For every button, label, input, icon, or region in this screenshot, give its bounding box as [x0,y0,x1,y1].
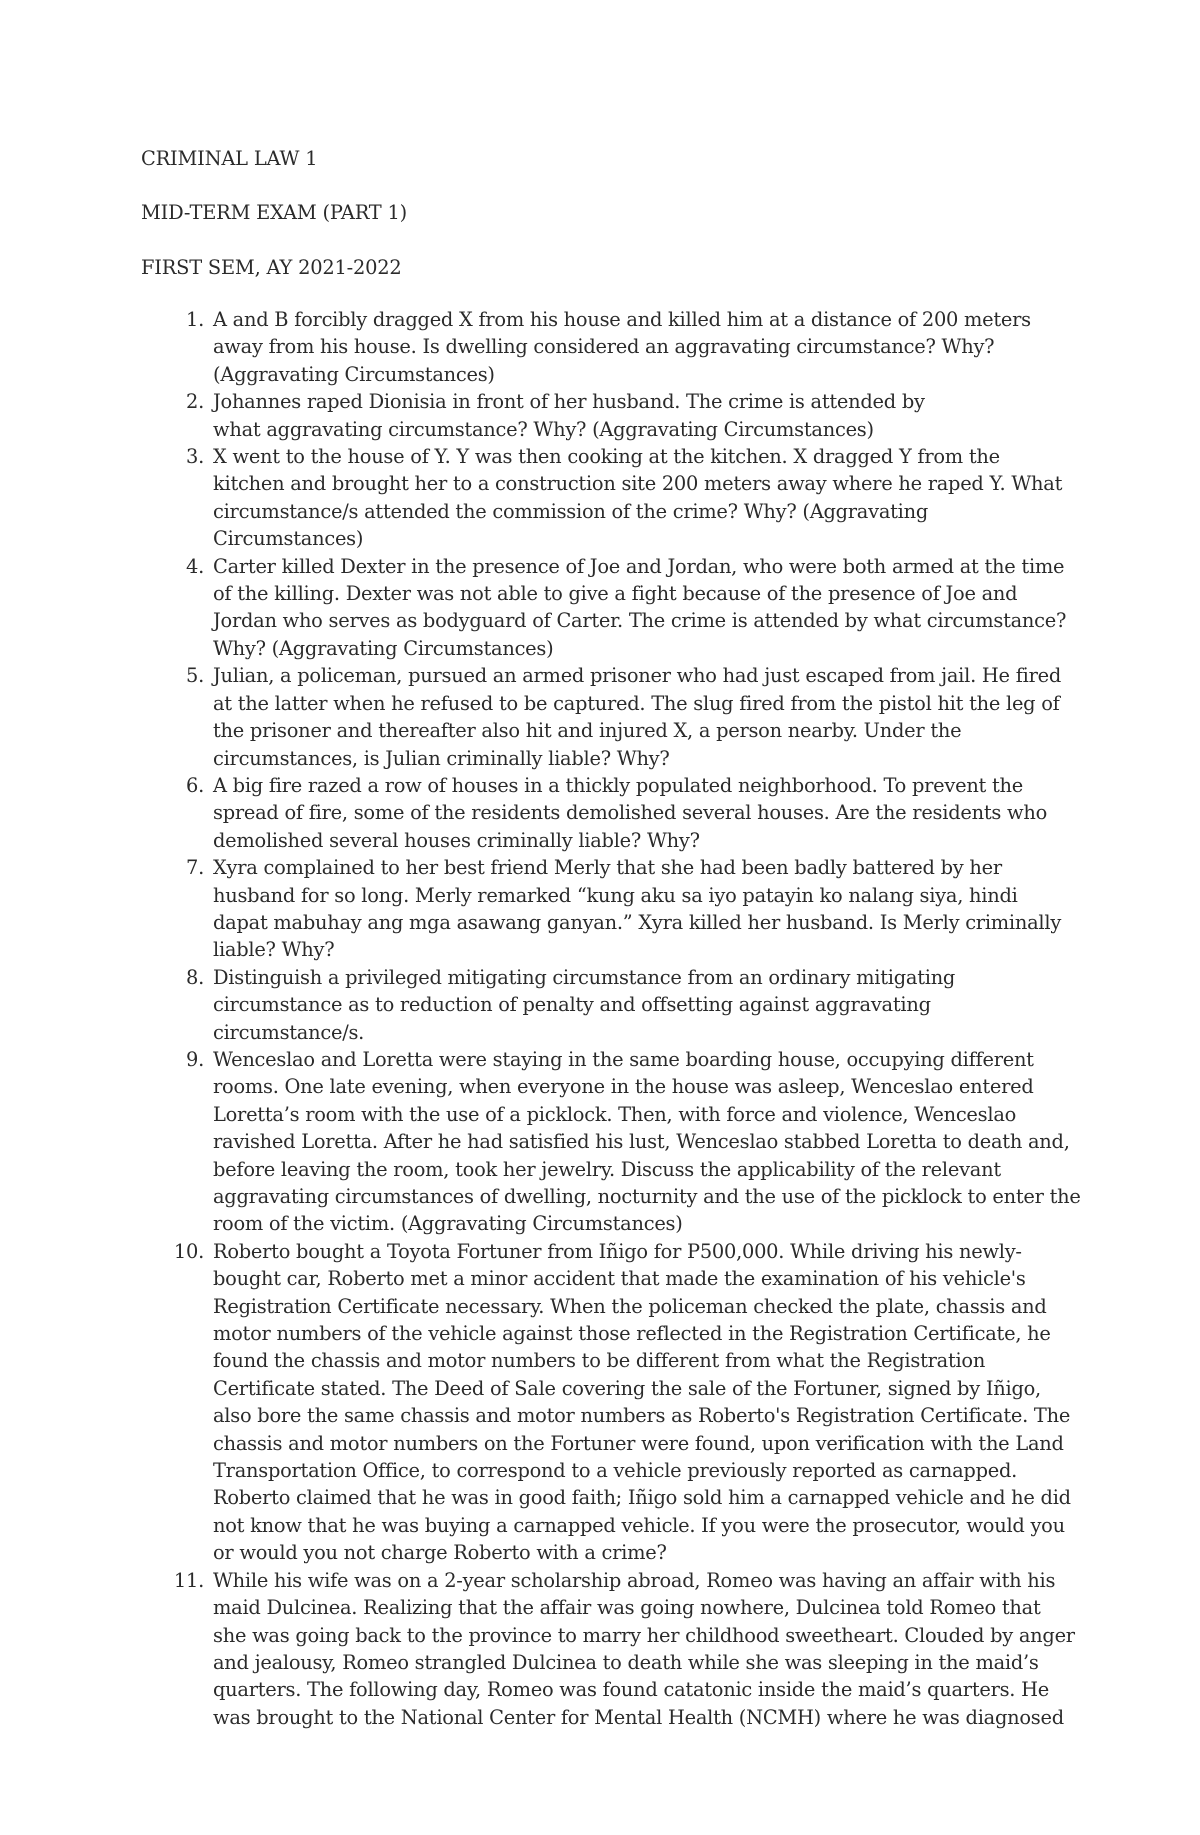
question-line: circumstances, is Julian criminally liable? Why? [213,746,670,770]
question-number: 5. [185,664,204,688]
question-line: Wenceslao and Loretta were staying in the same boarding house, occupying different [213,1047,1034,1071]
question-line: not know that he was buying a carnapped vehicle. If you were the prosecutor, would you [213,1513,1065,1537]
question-line: Roberto claimed that he was in good faith; Iñigo sold him a carnapped vehicle and he did [213,1486,1071,1510]
question-line: aggravating circumstances of dwelling, nocturnity and the use of the picklock to enter the [213,1185,1081,1208]
question-line: and jealousy, Romeo strangled Dulcinea to death while she was sleeping in the maid’s [213,1650,1039,1674]
question-item [141,388,1081,443]
question-line: Carter killed Dexter in the presence of Joe and Jordan, who were both armed at the time [213,554,1065,578]
question-line: While his wife was on a 2-year scholarship abroad, Romeo was having an affair with his [213,1568,1056,1592]
question-number: 9. [185,1047,204,1071]
question-line: A big fire razed a row of houses in a thickly populated neighborhood. To prevent the [213,773,1024,797]
question-line: chassis and motor numbers on the Fortuner were found, upon verification with the Land [213,1431,1064,1455]
term-label: FIRST SEM, AY 2021-2022 [141,256,402,279]
question-line: liable? Why? [213,938,335,962]
question-line: room of the victim. (Aggravating Circumstances) [213,1212,683,1236]
question-line: of the killing. Dexter was not able to give a fight because of the presence of Joe and [213,582,1018,606]
exam-title: MID-TERM EXAM (PART 1) [141,201,407,224]
question-number: 1. [185,308,204,331]
question-line: or would you not charge Roberto with a crime? [213,1541,667,1565]
question-text [204,443,1081,553]
question-line: found the chassis and motor numbers to be different from what the Registration [213,1349,986,1373]
question-number: 6. [185,773,204,797]
question-line: rooms. One late evening, when everyone in the house was asleep, Wenceslao entered [213,1075,1034,1099]
question-line: bought car, Roberto met a minor accident that made the examination of his vehicle's [213,1267,1026,1291]
question-text [204,854,1081,964]
question-text [204,553,1081,663]
question-line: Julian, a policeman, pursued an armed prisoner who had just escaped from jail. He fired [213,664,1061,688]
question-line: kitchen and brought her to a construction site 200 meters away where he raped Y. What [213,472,1063,496]
question-line: A and B forcibly dragged X from his house and killed him at a distance of 200 meters [213,308,1031,331]
question-text [204,1046,1081,1238]
question-line: Why? (Aggravating Circumstances) [213,636,554,660]
question-item [141,662,1081,772]
question-line: was brought to the National Center for Mental Health (NCMH) where he was diagnosed [213,1705,1064,1729]
question-line: Distinguish a privileged mitigating circumstance from an ordinary mitigating [213,965,956,989]
question-text [204,662,1081,772]
question-line: circumstance as to reduction of penalty and offsetting against aggravating circumstance/s. [213,993,931,1044]
question-line: Roberto bought a Toyota Fortuner from Iñigo for P500,000. While driving his newly- [213,1239,1022,1263]
question-text [204,772,1081,854]
question-line: away from his house. Is dwelling considered an aggravating circumstance? Why? [213,335,995,359]
question-number: 10. [173,1239,204,1263]
question-item [141,443,1081,553]
question-item [141,772,1081,854]
question-text [204,1567,1081,1731]
question-line: Loretta’s room with the use of a picklock. Then, with force and violence, Wenceslao [213,1102,1017,1126]
question-text [204,1238,1081,1567]
question-line: before leaving the room, took her jewelry. Discuss the applicability of the relevant [213,1157,1001,1181]
question-line: Registration Certificate necessary. When the policeman checked the plate, chassis and [213,1294,1047,1318]
question-line: also bore the same chassis and motor numbers as Roberto's Registration Certificate. The [213,1404,1071,1428]
question-line: spread of fire, some of the residents demolished several houses. Are the residents who [213,801,1047,825]
question-line: ravished Loretta. After he had satisfied his lust, Wenceslao stabbed Loretta to death and, [213,1130,1070,1154]
question-line: Certificate stated. The Deed of Sale covering the sale of the Fortuner, signed by Iñigo, [213,1376,1041,1400]
question-number: 3. [185,445,204,469]
question-text [204,964,1081,1046]
question-number: 2. [185,390,204,414]
question-line: X went to the house of Y. Y was then cooking at the kitchen. X dragged Y from the [213,445,1000,469]
question-list [141,306,1081,1731]
question-text [204,306,1081,388]
question-line: Circumstances) [213,527,364,551]
question-line: Xyra complained to her best friend Merly that she had been badly battered by her [213,856,1002,880]
question-line: maid Dulcinea. Realizing that the affair was going nowhere, Dulcinea told Romeo that [213,1596,1041,1620]
question-line: at the latter when he refused to be captured. The slug fired from the pistol hit the leg of [213,691,1060,715]
question-line: Johannes raped Dionisia in front of her husband. The crime is attended by [213,390,925,414]
question-line: demolished several houses criminally liable? Why? [213,828,700,852]
question-item [141,854,1081,964]
question-line: (Aggravating Circumstances) [213,362,495,386]
question-line: motor numbers of the vehicle against those reflected in the Registration Certificate, he [213,1322,1051,1346]
question-item [141,1238,1081,1567]
question-number: 11. [173,1568,204,1592]
course-title: CRIMINAL LAW 1 [141,147,318,170]
question-line: Transportation Office, to correspond to a vehicle previously reported as carnapped. [213,1459,1018,1483]
question-item [141,964,1081,1046]
question-number: 7. [185,856,204,880]
question-line: circumstance/s attended the commission of the crime? Why? (Aggravating [213,499,929,523]
question-line: Jordan who serves as bodyguard of Carter. The crime is attended by what circumstance? [213,609,1067,633]
question-number: 8. [185,965,204,989]
question-item [141,1046,1081,1238]
question-item [141,306,1081,388]
question-line: dapat mabuhay ang mga asawang ganyan.” Xyra killed her husband. Is Merly criminally [213,910,1062,934]
question-item [141,553,1081,663]
question-line: she was going back to the province to marry her childhood sweetheart. Clouded by anger [213,1623,1075,1647]
question-line: what aggravating circumstance? Why? (Aggravating Circumstances) [213,417,874,441]
question-line: husband for so long. Merly remarked “kung aku sa iyo patayin ko nalang siya, hindi [213,883,1018,907]
question-line: the prisoner and thereafter also hit and injured X, a person nearby. Under the [213,719,962,743]
question-item [141,1567,1081,1731]
question-text [204,388,1081,443]
question-number: 4. [185,554,204,578]
question-line: quarters. The following day, Romeo was found catatonic inside the maid’s quarters. He [213,1678,1050,1702]
